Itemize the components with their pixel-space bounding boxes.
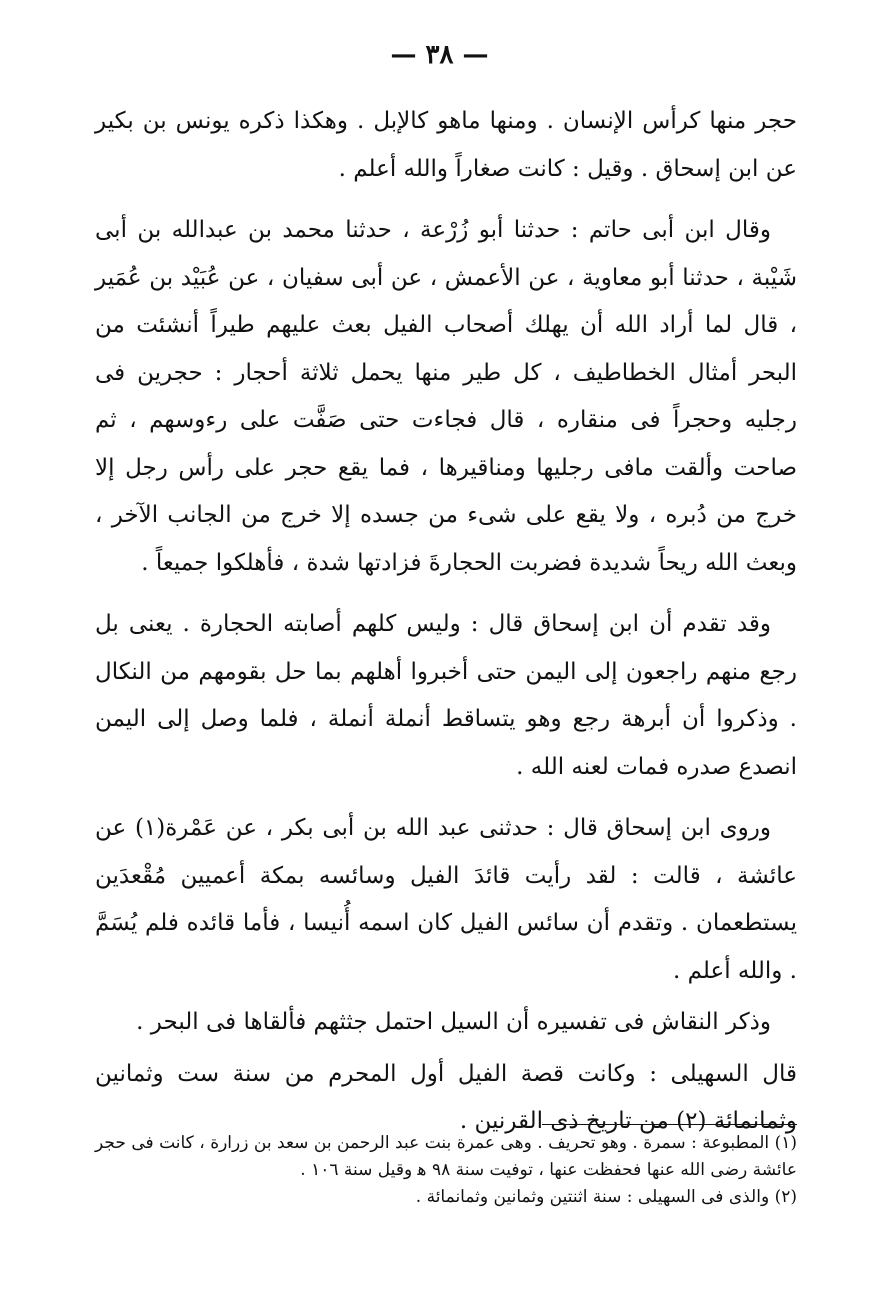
- paragraph-3: وقد تقدم أن ابن إسحاق قال : وليس كلهم أصابته الحجارة . يعنى بل رجع منهم راجعون إلى اليمن حتى أخبروا أهلهم بما حل بقومهم من النكال . وذكروا أن أبرهة رجع وهو يتساقط أنملة أنملة ، فلما وصل إلى اليمن انصدع صدره فمات لعنه الله .: [95, 611, 797, 780]
- footnote-divider: [542, 1124, 797, 1125]
- paragraph-4: وروى ابن إسحاق قال : حدثنى عبد الله بن أبى بكر ، عن عَمْرة(١) عن عائشة ، قالت : لقد رأيت قائدَ الفيل وسائسه بمكة أعميين مُقْعدَين يستطعمان . وتقدم أن سائس الفيل كان اسمه أُنيسا ، فأما قائده فلم يُسَمَّ . والله أعلم .: [95, 815, 797, 984]
- paragraph-5: وذكر النقاش فى تفسيره أن السيل احتمل جثثهم فألقاها فى البحر .: [136, 1009, 771, 1035]
- paragraph-1: حجر منها كرأس الإنسان . ومنها ماهو كالإبل . وهكذا ذكره يونس بن بكير عن ابن إسحاق . وقيل : كانت صغاراً والله أعلم .: [95, 108, 797, 182]
- footnote-1: (١) المطبوعة : سمرة . وهو تحريف . وهى عمرة بنت عبد الرحمن بن سعد بن زرارة ، كانت فى حجر عائشة رضى الله عنها فحفظت عنها ، توفيت سنة ٩٨ ﻫ وقيل سنة ١٠٦ .: [95, 1133, 797, 1180]
- page-number: — ٣٨ —: [390, 40, 489, 70]
- paragraph-2: وقال ابن أبى حاتم : حدثنا أبو زُرْعة ، حدثنا محمد بن عبدالله بن أبى شَيْبة ، حدثنا أبو معاوية ، عن الأعمش ، عن أبى سفيان ، عن عُبَيْد بن عُمَير ، قال لما أراد الله أن يهلك أصحاب الفيل بعث عليهم طيراً أنشئت من البحر أمثال الخطاطيف ، كل طير منها يحمل ثلاثة أحجار : حجرين فى رجليه وحجراً فى منقاره ، قال فجاءت حتى صَفَّت على رءوسهم ، ثم صاحت وألقت مافى رجليها ومناقيرها ، فما يقع حجر على رأس رجل إلا خرج من دُبره ، ولا يقع على شىء من جسده إلا خرج من الجانب الآخر ، وبعث الله ريحاً شديدة فضربت الحجارةَ فزادتها شدة ، فأهلكوا جميعاً .: [95, 217, 797, 576]
- paragraph-6: قال السهيلى : وكانت قصة الفيل أول المحرم من سنة ست وثمانين وثمانمائة (٢) من تاريخ ذى القرنين .: [95, 1060, 797, 1134]
- footnotes: [95, 1130, 797, 1211]
- footnote-2: (٢) والذى فى السهيلى : سنة اثنتين وثمانين وثمانمائة .: [415, 1187, 797, 1207]
- main-text: [95, 98, 797, 1146]
